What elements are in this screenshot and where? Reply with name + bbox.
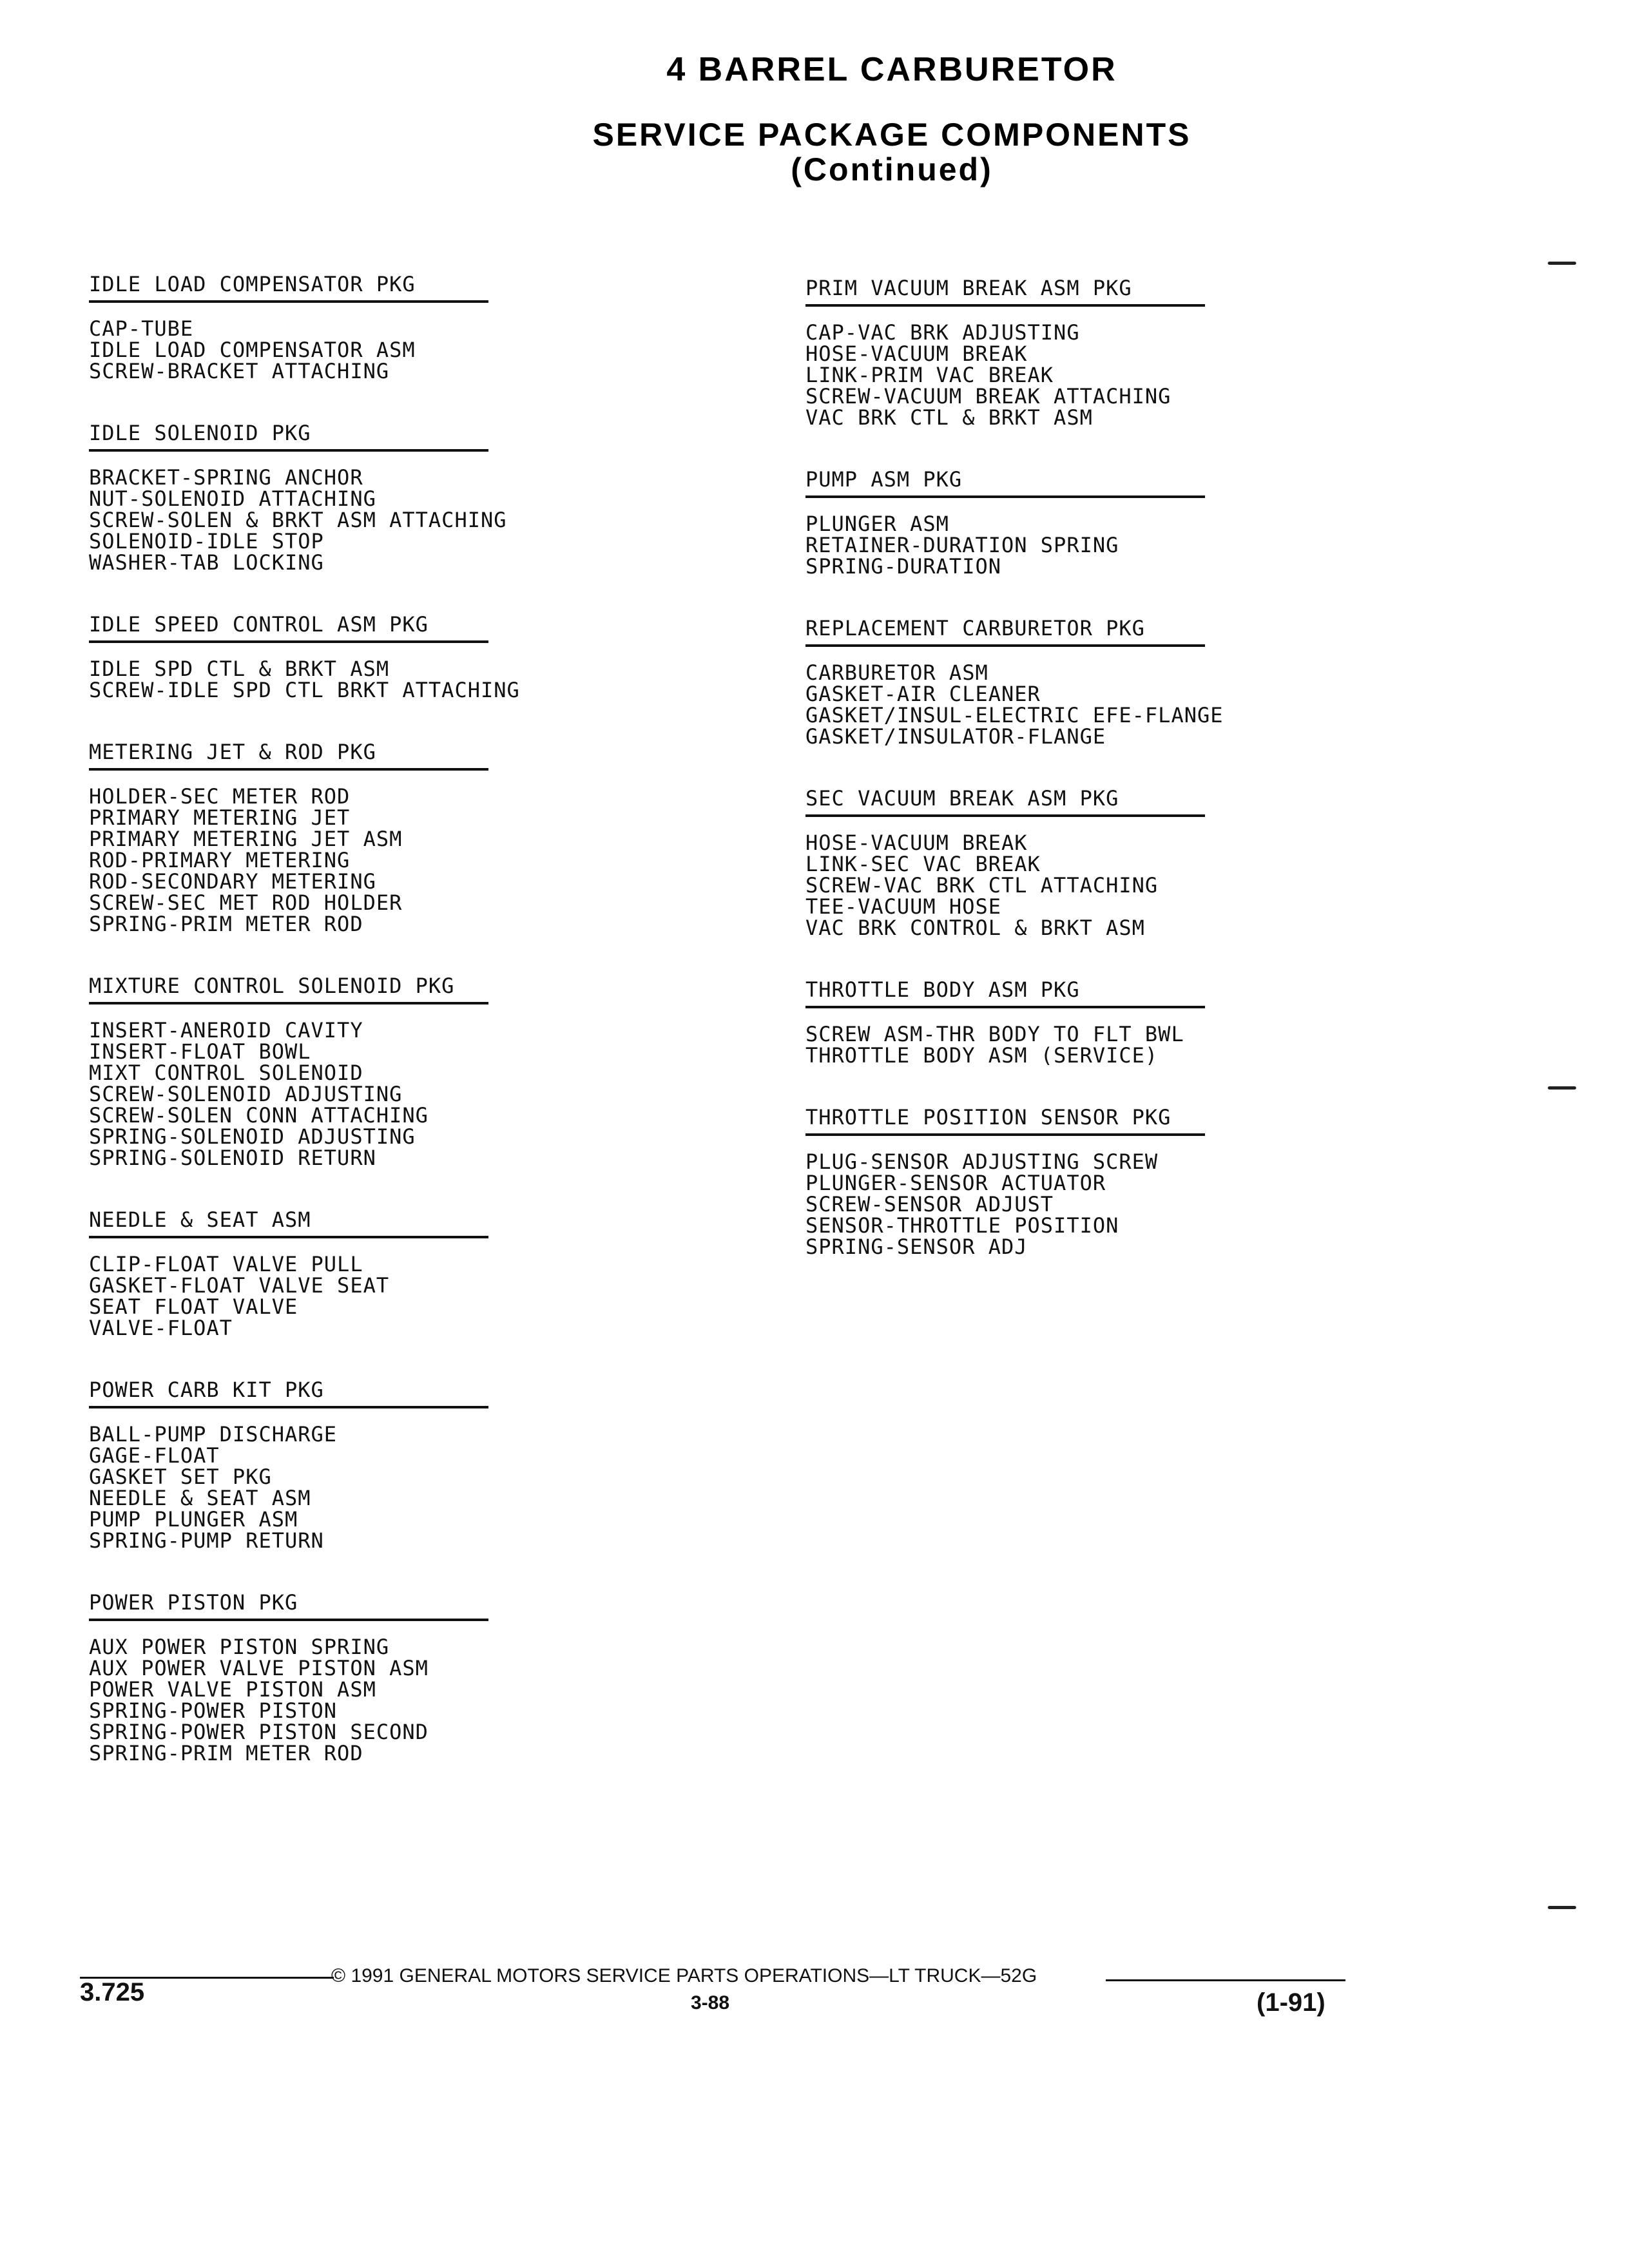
component-item: NUT-SOLENOID ATTACHING bbox=[89, 486, 376, 511]
component-list bbox=[89, 318, 643, 382]
component-list bbox=[805, 662, 1360, 747]
component-item: GASKET/INSULATOR-FLANGE bbox=[805, 724, 1106, 749]
package-section bbox=[89, 974, 643, 1169]
margin-mark bbox=[1548, 262, 1576, 265]
component-item: SPRING-SOLENOID RETURN bbox=[89, 1146, 376, 1170]
package-section bbox=[805, 276, 1360, 428]
footer-copyright: © 1991 GENERAL MOTORS SERVICE PARTS OPERATIONS—LT TRUCK—52G bbox=[331, 1965, 1037, 1986]
package-heading: REPLACEMENT CARBURETOR PKG bbox=[805, 616, 1205, 647]
component-list bbox=[805, 1151, 1360, 1258]
component-item: SCREW-VACUUM BREAK ATTACHING bbox=[805, 384, 1171, 408]
component-item: SCREW-SOLEN & BRKT ASM ATTACHING bbox=[89, 508, 507, 532]
package-heading: POWER CARB KIT PKG bbox=[89, 1378, 488, 1408]
component-item: VAC BRK CONTROL & BRKT ASM bbox=[805, 916, 1145, 940]
component-item: SPRING-POWER PISTON SECOND bbox=[89, 1720, 429, 1744]
package-heading: SEC VACUUM BREAK ASM PKG bbox=[805, 786, 1205, 817]
component-item: PUMP PLUNGER ASM bbox=[89, 1507, 298, 1532]
component-item: ROD-SECONDARY METERING bbox=[89, 869, 376, 894]
component-item: RETAINER-DURATION SPRING bbox=[805, 533, 1119, 557]
package-heading: METERING JET & ROD PKG bbox=[89, 740, 488, 771]
component-item: SCREW ASM-THR BODY TO FLT BWL bbox=[805, 1022, 1184, 1046]
component-item: VALVE-FLOAT bbox=[89, 1316, 233, 1340]
package-heading: IDLE SOLENOID PKG bbox=[89, 421, 488, 452]
component-item: AUX POWER PISTON SPRING bbox=[89, 1635, 390, 1659]
component-item: INSERT-ANEROID CAVITY bbox=[89, 1018, 363, 1043]
page-title: 4 BARREL CARBURETOR bbox=[666, 51, 1117, 88]
component-list bbox=[805, 514, 1360, 577]
page-number: 3-88 bbox=[691, 1992, 730, 2013]
revision-date: (1-91) bbox=[1257, 1988, 1325, 2017]
package-section bbox=[89, 272, 643, 382]
package-section bbox=[805, 786, 1360, 939]
package-section bbox=[89, 612, 643, 701]
component-item: SCREW-SOLENOID ADJUSTING bbox=[89, 1082, 403, 1106]
component-list bbox=[805, 832, 1360, 939]
component-list bbox=[89, 658, 643, 701]
component-item: PLUNGER ASM bbox=[805, 512, 949, 536]
component-item: SPRING-SENSOR ADJ bbox=[805, 1235, 1028, 1259]
component-list bbox=[805, 1024, 1360, 1066]
component-list bbox=[89, 467, 643, 573]
component-item: WASHER-TAB LOCKING bbox=[89, 550, 324, 575]
component-item: SCREW-SEC MET ROD HOLDER bbox=[89, 890, 403, 915]
component-item: GASKET-AIR CLEANER bbox=[805, 682, 1041, 706]
component-item: GASKET-FLOAT VALVE SEAT bbox=[89, 1273, 390, 1298]
package-heading: IDLE SPEED CONTROL ASM PKG bbox=[89, 612, 488, 643]
package-heading: POWER PISTON PKG bbox=[89, 1590, 488, 1621]
component-item: THROTTLE BODY ASM (SERVICE) bbox=[805, 1043, 1159, 1068]
component-list bbox=[89, 786, 643, 935]
component-item: NEEDLE & SEAT ASM bbox=[89, 1486, 311, 1510]
component-item: SPRING-PRIM METER ROD bbox=[89, 1741, 363, 1765]
package-heading: NEEDLE & SEAT ASM bbox=[89, 1207, 488, 1238]
component-item: LINK-SEC VAC BREAK bbox=[805, 852, 1041, 876]
component-list bbox=[89, 1637, 643, 1764]
component-item: CAP-TUBE bbox=[89, 316, 194, 341]
margin-mark bbox=[1548, 1086, 1576, 1090]
component-item: IDLE LOAD COMPENSATOR ASM bbox=[89, 338, 416, 362]
component-item: PRIMARY METERING JET ASM bbox=[89, 827, 403, 851]
package-heading: PUMP ASM PKG bbox=[805, 467, 1205, 498]
component-item: INSERT-FLOAT BOWL bbox=[89, 1039, 311, 1064]
component-list bbox=[89, 1424, 643, 1552]
section-number: 3.725 bbox=[80, 1978, 145, 2006]
component-item: CAP-VAC BRK ADJUSTING bbox=[805, 320, 1080, 345]
component-item: TEE-VACUUM HOSE bbox=[805, 894, 1001, 919]
package-section bbox=[89, 1207, 643, 1339]
component-list bbox=[805, 322, 1360, 428]
component-item: VAC BRK CTL & BRKT ASM bbox=[805, 405, 1093, 430]
subtitle-line-2: (Continued) bbox=[791, 151, 993, 187]
component-item: SEAT FLOAT VALVE bbox=[89, 1294, 298, 1319]
package-heading: IDLE LOAD COMPENSATOR PKG bbox=[89, 272, 488, 303]
component-item: PLUNGER-SENSOR ACTUATOR bbox=[805, 1171, 1106, 1195]
component-item: SCREW-VAC BRK CTL ATTACHING bbox=[805, 873, 1159, 898]
component-item: LINK-PRIM VAC BREAK bbox=[805, 363, 1054, 387]
component-item: GASKET/INSUL-ELECTRIC EFE-FLANGE bbox=[805, 703, 1224, 727]
package-heading: MIXTURE CONTROL SOLENOID PKG bbox=[89, 974, 488, 1004]
component-item: PLUG-SENSOR ADJUSTING SCREW bbox=[805, 1149, 1159, 1174]
component-list bbox=[89, 1254, 643, 1339]
package-heading: THROTTLE BODY ASM PKG bbox=[805, 977, 1205, 1008]
component-item: ROD-PRIMARY METERING bbox=[89, 848, 351, 872]
left-column bbox=[89, 272, 643, 1803]
package-section bbox=[805, 616, 1360, 747]
package-section bbox=[805, 977, 1360, 1066]
component-item: SCREW-BRACKET ATTACHING bbox=[89, 359, 390, 383]
package-section bbox=[89, 740, 643, 935]
component-item: SCREW-SOLEN CONN ATTACHING bbox=[89, 1103, 429, 1128]
component-item: SPRING-POWER PISTON bbox=[89, 1698, 338, 1723]
component-item: HOLDER-SEC METER ROD bbox=[89, 784, 351, 809]
component-item: GASKET SET PKG bbox=[89, 1465, 272, 1489]
margin-mark bbox=[1548, 1906, 1576, 1909]
component-item: BRACKET-SPRING ANCHOR bbox=[89, 465, 363, 490]
component-item: PRIMARY METERING JET bbox=[89, 805, 351, 830]
component-item: SPRING-SOLENOID ADJUSTING bbox=[89, 1124, 416, 1149]
component-item: IDLE SPD CTL & BRKT ASM bbox=[89, 657, 390, 681]
component-item: SPRING-PRIM METER ROD bbox=[89, 912, 363, 936]
package-section bbox=[89, 1378, 643, 1552]
component-list bbox=[89, 1020, 643, 1169]
component-item: SCREW-SENSOR ADJUST bbox=[805, 1192, 1054, 1216]
subtitle-line-1: SERVICE PACKAGE COMPONENTS bbox=[592, 117, 1191, 153]
package-section bbox=[805, 467, 1360, 577]
package-section bbox=[89, 421, 643, 573]
component-item: SPRING-PUMP RETURN bbox=[89, 1528, 324, 1553]
component-item: SENSOR-THROTTLE POSITION bbox=[805, 1213, 1119, 1238]
component-item: HOSE-VACUUM BREAK bbox=[805, 831, 1028, 855]
component-item: SCREW-IDLE SPD CTL BRKT ATTACHING bbox=[89, 678, 520, 702]
component-item: GAGE-FLOAT bbox=[89, 1443, 220, 1468]
package-heading: THROTTLE POSITION SENSOR PKG bbox=[805, 1105, 1205, 1136]
page-subtitle bbox=[77, 117, 1629, 187]
component-item: CARBURETOR ASM bbox=[805, 660, 988, 685]
component-item: HOSE-VACUUM BREAK bbox=[805, 341, 1028, 366]
component-item: POWER VALVE PISTON ASM bbox=[89, 1677, 376, 1702]
footer-rule-right bbox=[1106, 1979, 1345, 1981]
right-column bbox=[805, 276, 1360, 1296]
component-item: SOLENOID-IDLE STOP bbox=[89, 529, 324, 553]
component-item: AUX POWER VALVE PISTON ASM bbox=[89, 1656, 429, 1680]
package-heading: PRIM VACUUM BREAK ASM PKG bbox=[805, 276, 1205, 307]
component-item: CLIP-FLOAT VALVE PULL bbox=[89, 1252, 363, 1276]
component-item: BALL-PUMP DISCHARGE bbox=[89, 1422, 338, 1446]
package-section bbox=[89, 1590, 643, 1764]
package-section bbox=[805, 1105, 1360, 1258]
component-item: SPRING-DURATION bbox=[805, 554, 1001, 579]
component-item: MIXT CONTROL SOLENOID bbox=[89, 1061, 363, 1085]
